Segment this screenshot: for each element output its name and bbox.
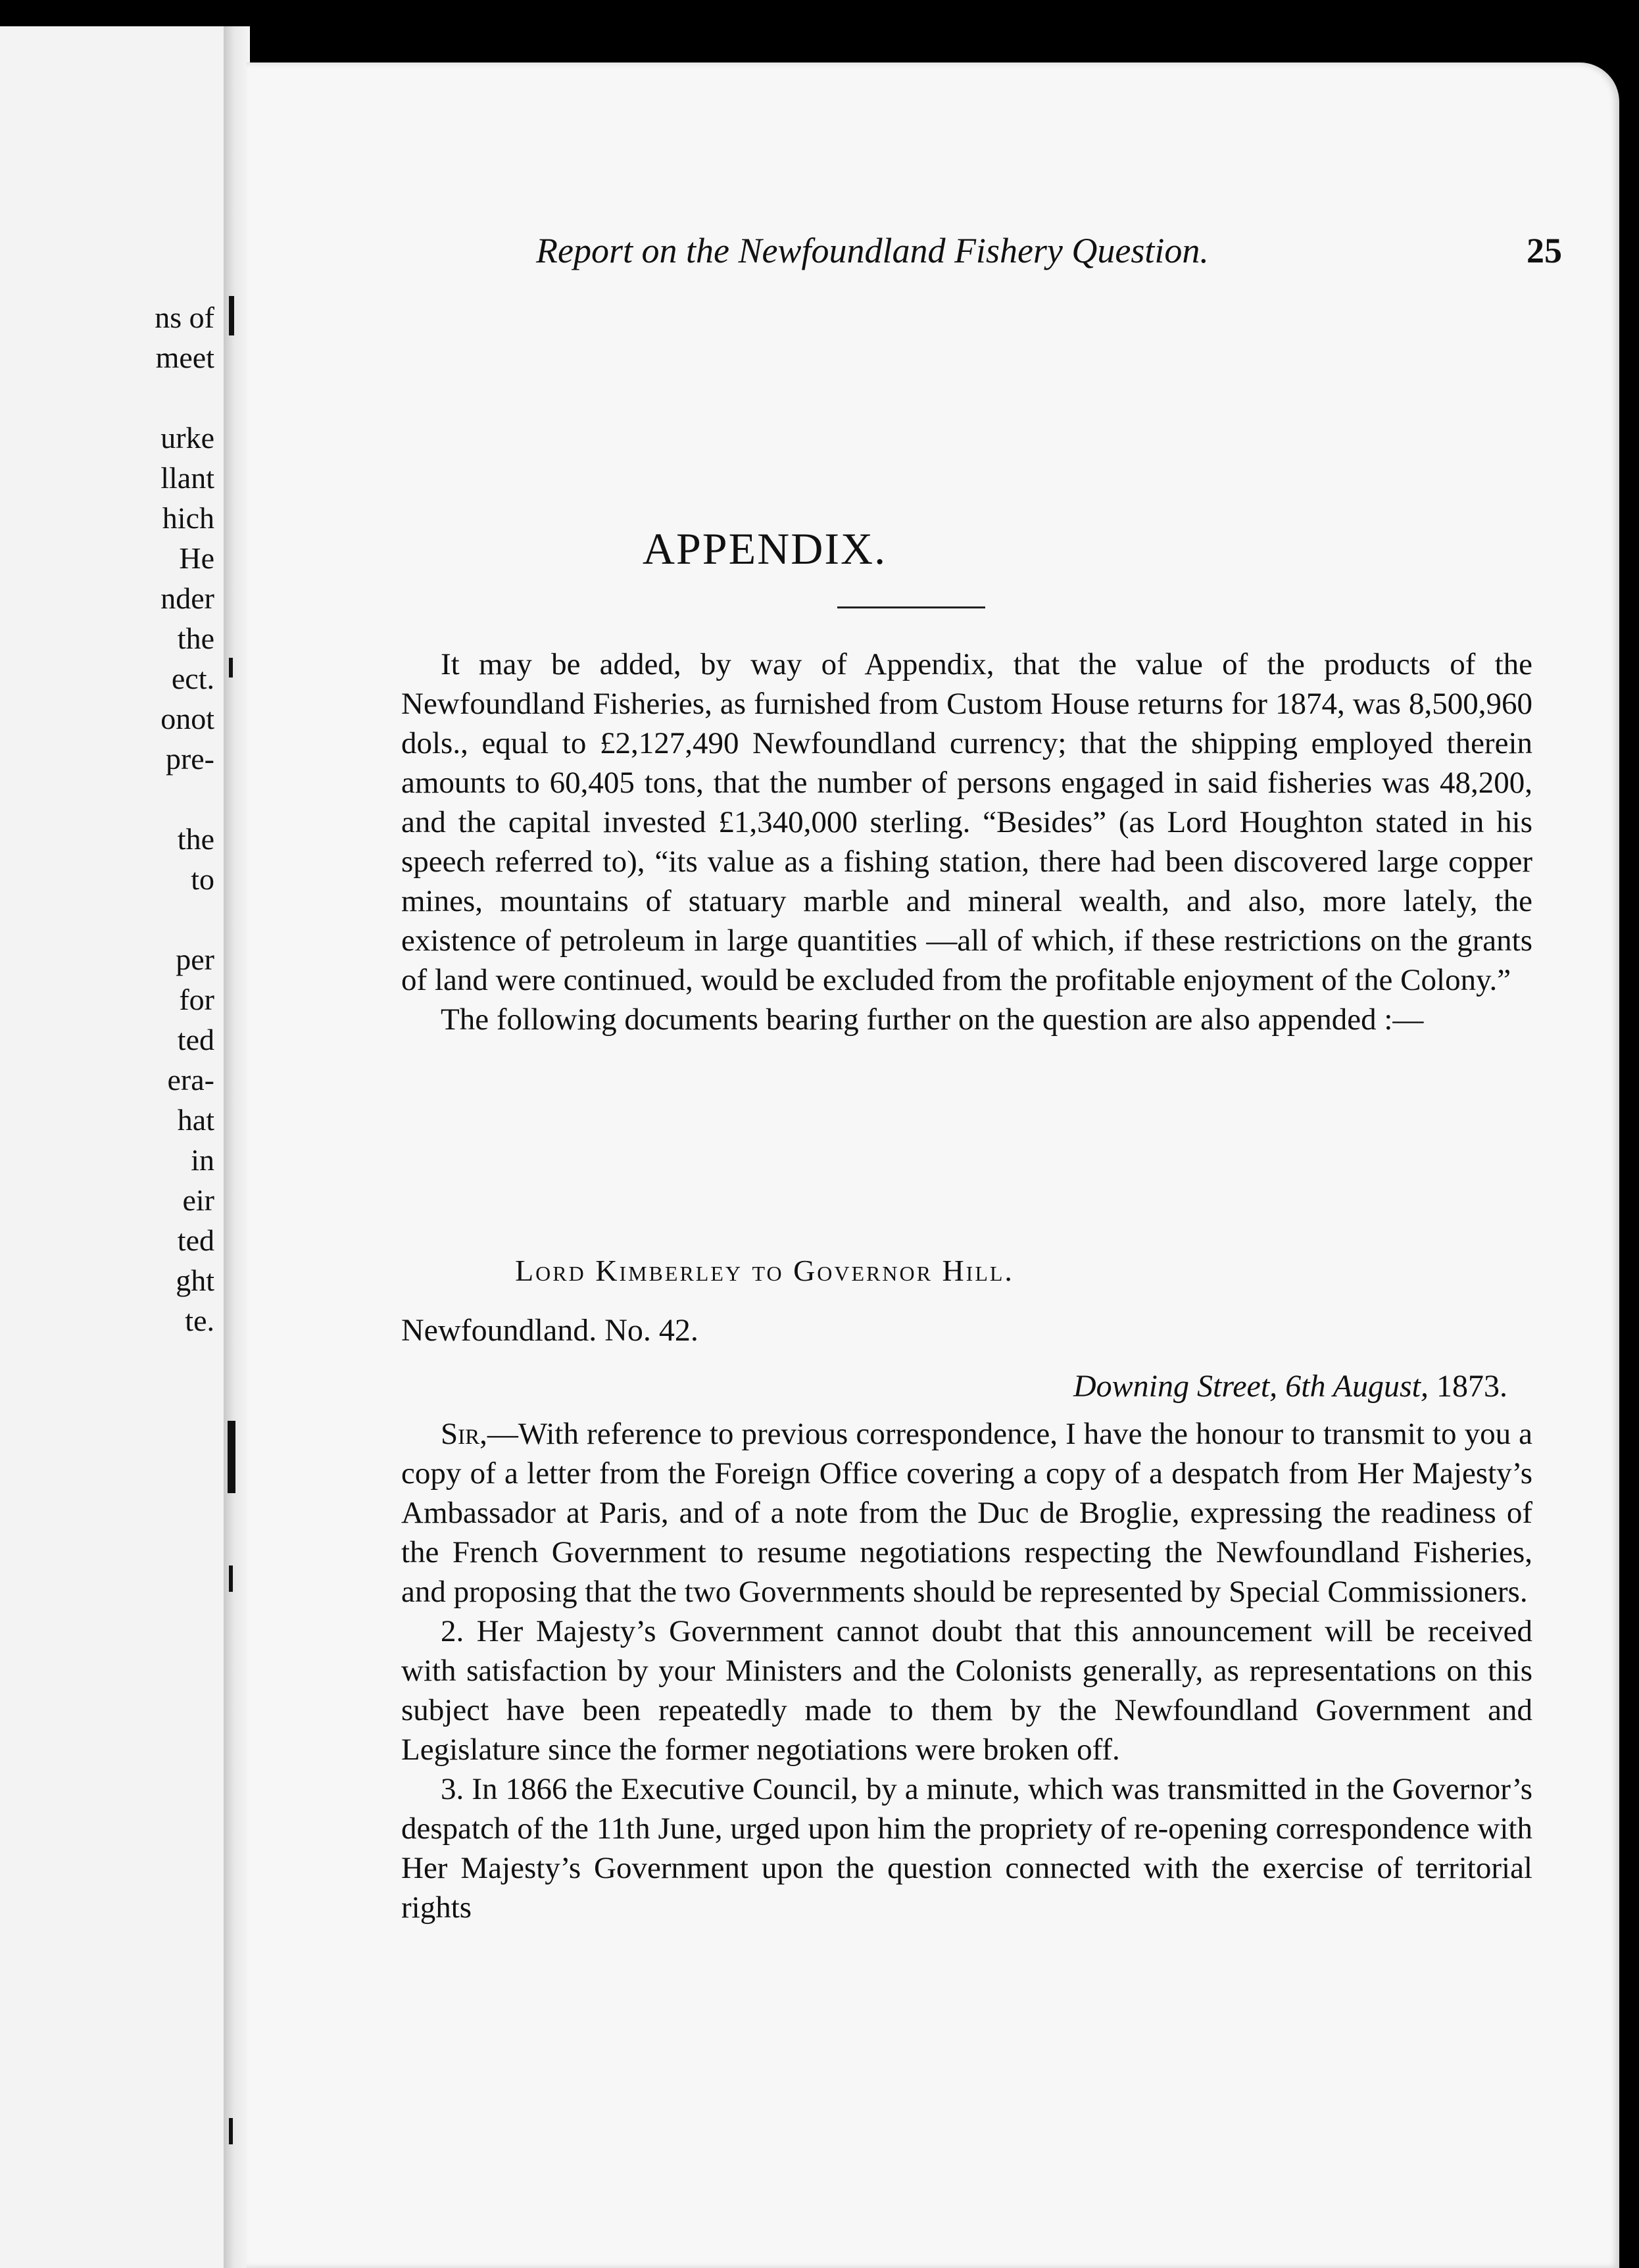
binding-thread-mark bbox=[229, 2118, 233, 2144]
left-page-fragment-line: ns of bbox=[155, 301, 214, 334]
left-page-fragment-line: urke bbox=[160, 421, 214, 455]
book-gutter bbox=[224, 26, 250, 2268]
appendix-paragraph: It may be added, by way of Appendix, that the value of the products of the Newfoundland Fisheries, as furnished from Custom House returns for 1874, was 8,500,960 dols., equal to £2,127,490 Newfoundland currency; that the shipping employed therein amounts to 60,405 tons, that the number of persons engaged in said fisheries was 48,200, and the capital invested £1,340,000 sterling. “Besides” (as Lord Houghton stated in his speech referred to), “its value as a fishing station, there had been discovered large copper mines, mountains of statuary marble and mineral wealth, and also, more lately, the existence of petroleum in large quantities —all of which, if these restrictions on the grants of land were continued, would be excluded from the profitable enjoyment of the Colony.” bbox=[401, 647, 1532, 997]
left-page-fragment-line: llant bbox=[160, 461, 214, 495]
running-head bbox=[536, 230, 1562, 283]
letter-paragraph: 2. Her Majesty’s Government cannot doubt that this announcement will be received with satisfaction by your Ministers and the Colonists generally, as representations on this subject have been repeatedly made to them by the Newfoundland Government and Legislature since the former negotiations were broken off. bbox=[401, 1614, 1532, 1767]
appendix-body bbox=[401, 645, 1532, 1039]
binding-thread-mark bbox=[229, 658, 233, 678]
letter-paragraph: 3. In 1866 the Executive Council, by a minute, which was transmitted in the Governor’s despatch of the 11th June, urged upon him the propriety of re-opening correspondence with Her Majesty’s Government upon the question connected with the exercise of territorial rights bbox=[401, 1772, 1532, 1925]
letter-dateline bbox=[1073, 1368, 1507, 1404]
binding-thread-mark bbox=[229, 1565, 233, 1592]
left-page-fragment-line: per bbox=[176, 943, 214, 976]
left-page-fragment-line: ted bbox=[177, 1023, 214, 1056]
appendix-heading: APPENDIX. bbox=[642, 524, 887, 574]
left-page-fragment-line: to bbox=[191, 862, 214, 896]
left-page-fragment-line: for bbox=[179, 983, 214, 1016]
left-page-fragment-line bbox=[155, 378, 214, 418]
left-page-fragment-line: He bbox=[179, 541, 214, 575]
binding-thread-mark bbox=[229, 296, 234, 335]
letter-body bbox=[401, 1414, 1532, 1927]
left-page-fragment-line: onot bbox=[160, 702, 214, 735]
left-page-fragment-line: ect. bbox=[171, 662, 214, 695]
left-page-fragment-line: the bbox=[177, 822, 214, 856]
left-page-fragment-line bbox=[155, 779, 214, 819]
left-page-fragment-line: ght bbox=[176, 1264, 214, 1297]
running-title: Report on the Newfoundland Fishery Question. bbox=[536, 231, 1209, 270]
heading-rule bbox=[837, 606, 985, 608]
left-page-text-fragments bbox=[155, 297, 214, 1341]
left-page-fragment-line: the bbox=[177, 622, 214, 655]
dateline-place: Downing Street, bbox=[1073, 1369, 1278, 1404]
binding-thread-mark bbox=[228, 1421, 235, 1493]
left-page-fragment-line: nder bbox=[160, 581, 214, 615]
left-page-fragment-line: in bbox=[191, 1143, 214, 1177]
letter-paragraph bbox=[401, 1414, 1532, 1612]
letter-heading: Lord Kimberley to Governor Hill. bbox=[515, 1254, 1014, 1287]
left-page-fragment-line: te. bbox=[185, 1304, 214, 1337]
left-page-fragment-line: hat bbox=[177, 1103, 214, 1137]
left-page-fragment-line: ted bbox=[177, 1223, 214, 1257]
left-page-fragment bbox=[0, 26, 230, 2268]
main-page bbox=[247, 62, 1619, 2268]
page-number: 25 bbox=[1527, 231, 1562, 270]
salutation: Sir, bbox=[441, 1417, 487, 1451]
dateline-year: 1873. bbox=[1436, 1369, 1507, 1404]
left-page-fragment-line: era- bbox=[167, 1063, 214, 1097]
left-page-fragment-line: hich bbox=[162, 501, 214, 535]
dateline-day: 6th August, bbox=[1285, 1369, 1429, 1404]
left-page-fragment-line: eir bbox=[182, 1183, 214, 1217]
left-page-fragment-line: pre- bbox=[165, 742, 214, 776]
letter-reference: Newfoundland. No. 42. bbox=[401, 1313, 698, 1348]
left-page-fragment-line: meet bbox=[155, 341, 214, 374]
letter-paragraph-text: —With reference to previous correspondence, I have the honour to transmit to you a copy of a letter from the Foreign Office covering a copy of a despatch from Her Majesty’s Ambassador at Paris, and of a note from the Duc de Broglie, expressing the readiness of the French Government to resume negotiations respecting the Newfoundland Fisheries, and proposing that the two Governments should be represented by Special Commissioners. bbox=[401, 1417, 1532, 1609]
left-page-fragment-line bbox=[155, 899, 214, 939]
appendix-paragraph: The following documents bearing further on the question are also appended :— bbox=[441, 1002, 1424, 1037]
